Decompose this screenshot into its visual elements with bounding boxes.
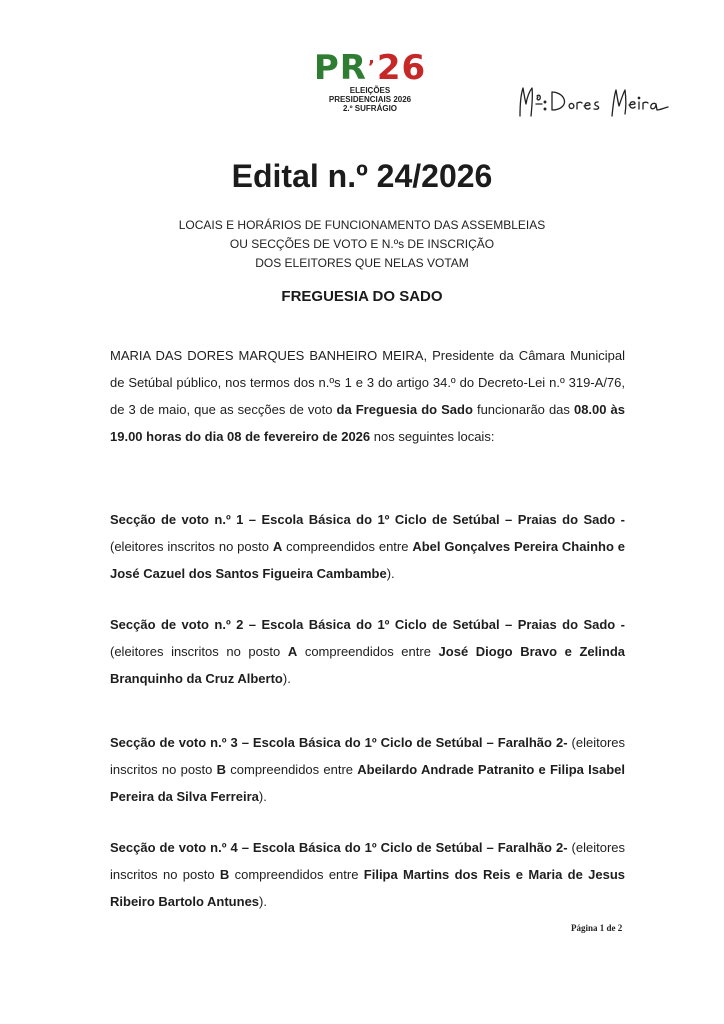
intro-freguesia: da Freguesia do Sado — [336, 402, 473, 417]
freguesia-heading: FREGUESIA DO SADO — [281, 288, 443, 305]
section-voter-range: José Diogo Bravo e Zelinda Branquinho da Cruz Alberto — [110, 644, 625, 686]
section-heading: Secção de voto n.º 1 – Escola Básica do 1º Ciclo de Setúbal – Praias do Sado - — [110, 512, 625, 527]
logo-line-2: PRESIDENCIAIS 2026 — [328, 95, 412, 104]
logo-line-1: ELEIÇÕES — [349, 86, 391, 95]
section-voter-range: Abeilardo Andrade Patranito e Filipa Isabel Pereira da Silva Ferreira — [110, 762, 625, 804]
edital-subtitle — [0, 216, 724, 273]
section-heading: Secção de voto n.º 2 – Escola Básica do 1º Ciclo de Setúbal – Praias do Sado - — [110, 617, 625, 632]
section-2-paragraph: Secção de voto n.º 2 – Escola Básica do 1º Ciclo de Setúbal – Praias do Sado - (eleitores inscritos no posto A compreendidos entre José Diogo Bravo e Zelinda Branquinho da Cruz Alberto). — [110, 617, 625, 686]
section-heading: Secção de voto n.º 3 – Escola Básica do 1º Ciclo de Setúbal – Faralhão 2- — [110, 735, 568, 750]
section-posto: A — [287, 644, 298, 659]
logo-year: 26 — [376, 48, 427, 88]
intro-paragraph: MARIA DAS DORES MARQUES BANHEIRO MEIRA, Presidente da Câmara Municipal de Setúbal público, nos termos dos n.ºs 1 e 3 do artigo 34.º do Decreto-Lei n.º 319-A/76, de 3 de maio, que as secções de voto da Freguesia do Sado funcionarão das 08.00 às 19.00 horas do dia 08 de fevereiro de 2026 nos seguintes locais: — [110, 348, 626, 444]
page-number: Página 1 de 2 — [571, 923, 623, 933]
section-voter-range: Filipa Martins dos Reis e Maria de Jesus Ribeiro Bartolo Antunes — [110, 867, 625, 909]
section-posto: B — [219, 867, 230, 882]
signature-icon — [510, 80, 685, 125]
section-posto: A — [272, 539, 283, 554]
section-4-paragraph: Secção de voto n.º 4 – Escola Básica do 1º Ciclo de Setúbal – Faralhão 2- (eleitores inscritos no posto B compreendidos entre Filipa Martins dos Reis e Maria de Jesus Ribeiro Bartolo Antunes). — [110, 840, 626, 909]
section-3-paragraph: Secção de voto n.º 3 – Escola Básica do 1º Ciclo de Setúbal – Faralhão 2- (eleitores inscritos no posto B compreendidos entre Abeilardo Andrade Patranito e Filipa Isabel Pereira da Silva Ferreira). — [110, 735, 626, 804]
section-voter-range: Abel Gonçalves Pereira Chainho e José Cazuel dos Santos Figueira Cambambe — [110, 539, 625, 581]
edital-title: Edital n.º 24/2026 — [231, 158, 493, 194]
logo-line-3: 2.º SUFRÁGIO — [342, 104, 398, 113]
handwritten-signature — [510, 80, 685, 130]
logo-tick-icon: ’ — [367, 57, 376, 78]
election-logo — [300, 50, 440, 113]
section-heading: Secção de voto n.º 4 – Escola Básica do 1º Ciclo de Setúbal – Faralhão 2- — [110, 840, 568, 855]
intro-schedule: 08.00 às 19.00 horas do dia 08 de fevereiro de 2026 — [110, 402, 626, 444]
logo-pr: PR — [313, 48, 367, 88]
subtitle-line-2: OU SECÇÕES DE VOTO E N.ºs DE INSCRIÇÃO — [229, 237, 495, 251]
section-posto: B — [216, 762, 227, 777]
section-1-paragraph: Secção de voto n.º 1 – Escola Básica do 1º Ciclo de Setúbal – Praias do Sado - (eleitores inscritos no posto A compreendidos entre Abel Gonçalves Pereira Chainho e José Cazuel dos Santos Figueira Cambambe). — [110, 512, 625, 581]
subtitle-line-1: LOCAIS E HORÁRIOS DE FUNCIONAMENTO DAS ASSEMBLEIAS — [178, 218, 546, 232]
subtitle-line-3: DOS ELEITORES QUE NELAS VOTAM — [255, 256, 469, 270]
logo-mark — [300, 50, 440, 86]
